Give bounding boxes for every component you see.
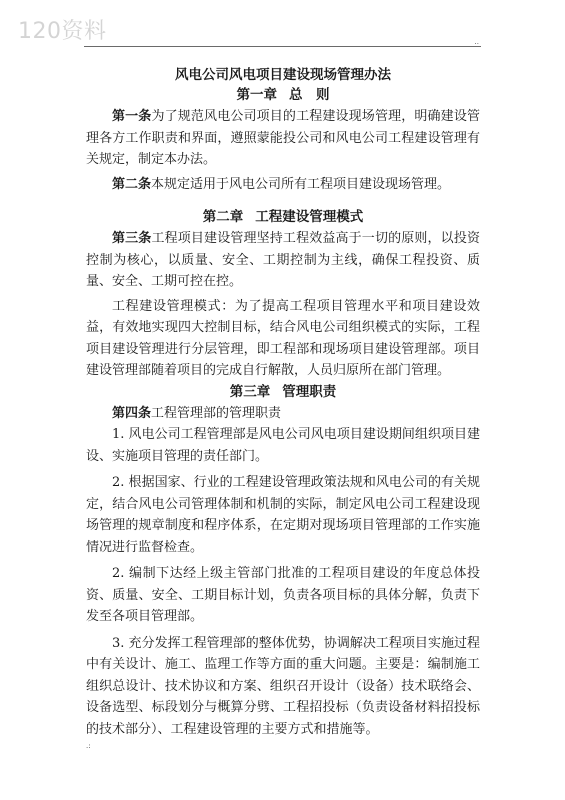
header-rule [84, 46, 481, 47]
article-2-label: 第二条 [112, 176, 152, 192]
chapter-3-heading [86, 382, 480, 403]
list-item: 2. 根据国家、行业的工程建设管理政策法规和风电公司的有关规定，结合风电公司管理体制和机制的实际，制定风电公司工程建设现场管理的规章制度和程序体系，在定期对现场项目管理部的工作实施情况进行监督检查。 [86, 475, 480, 555]
article-3-label: 第三条 [112, 231, 152, 246]
article-1-text: 为了规范风电公司项目的工程建设现场管理，明确建设管理各方工作职责和界面，遵照蒙能投公司和风电公司工程建设管理有关规定，制定本办法。 [86, 109, 480, 167]
chapter-2-name: 工程建设管理模式 [255, 209, 364, 225]
list-item: 1. 风电公司工程管理部是风电公司风电项目建设期间组织项目建设、实施项目管理的责任部门。 [86, 427, 480, 464]
chapter-2-heading [86, 207, 480, 228]
article-1 [86, 106, 480, 171]
chapter-3-number: 第三章 [229, 383, 271, 400]
header-mark: .. [474, 38, 479, 46]
article-4-label: 第四条 [112, 405, 152, 421]
management-mode-paragraph: 工程建设管理模式：为了提高工程项目管理水平和项目建设效益，有效地实现四大控制目标，结合风电公司组织模式的实际，工程项目建设管理进行分层管理，即工程部和现场项目建设管理部。项目建设管理部随着项目的完成自行解散，人员归原所在部门管理。 [86, 298, 480, 378]
article-1-label: 第一条 [112, 109, 152, 124]
chapter-3-name: 管理职责 [282, 383, 337, 400]
article-4-text: 工程管理部的管理职责 [151, 405, 282, 421]
article-3 [86, 228, 480, 293]
document-title: 风电公司风电项目建设现场管理办法 [175, 67, 391, 83]
chapter-1-name: 总 则 [289, 87, 330, 103]
chapter-1-number: 第一章 [236, 87, 277, 103]
footer-mark: .: [86, 742, 91, 750]
chapter-2-number: 第二章 [202, 209, 244, 225]
article-3-text: 工程项目建设管理坚持工程效益高于一切的原则，以投资控制为核心，以质量、安全、工期控制为主线，确保工程投资、质量、安全、工期可控在控。 [86, 231, 480, 289]
chapter-1-heading [86, 85, 480, 106]
list-item: 3. 充分发挥工程管理部的整体优势，协调解决工程项目实施过程中有关设计、施工、监理工作等方面的重大问题。主要是：编制施工组织总设计、技术协议和方案、组织召开设计（设备）技术联络会、设备选型、标段划分与概算分劈、工程招投标（负责设备材料招投标的技术部分）、工程建设管理的主要方式和措施等。 [86, 635, 480, 737]
article-4 [86, 403, 480, 425]
list-item: 2. 编制下达经上级主管部门批准的工程项目建设的年度总体投资、质量、安全、工期目标计划，负责各项目标的具体分解，负责下发至各项目管理部。 [86, 566, 480, 624]
article-2 [86, 174, 480, 196]
document-body [86, 66, 480, 740]
watermark-logo: 120资料 [18, 19, 107, 44]
article-2-text: 本规定适用于风电公司所有工程项目建设现场管理。 [151, 176, 451, 192]
